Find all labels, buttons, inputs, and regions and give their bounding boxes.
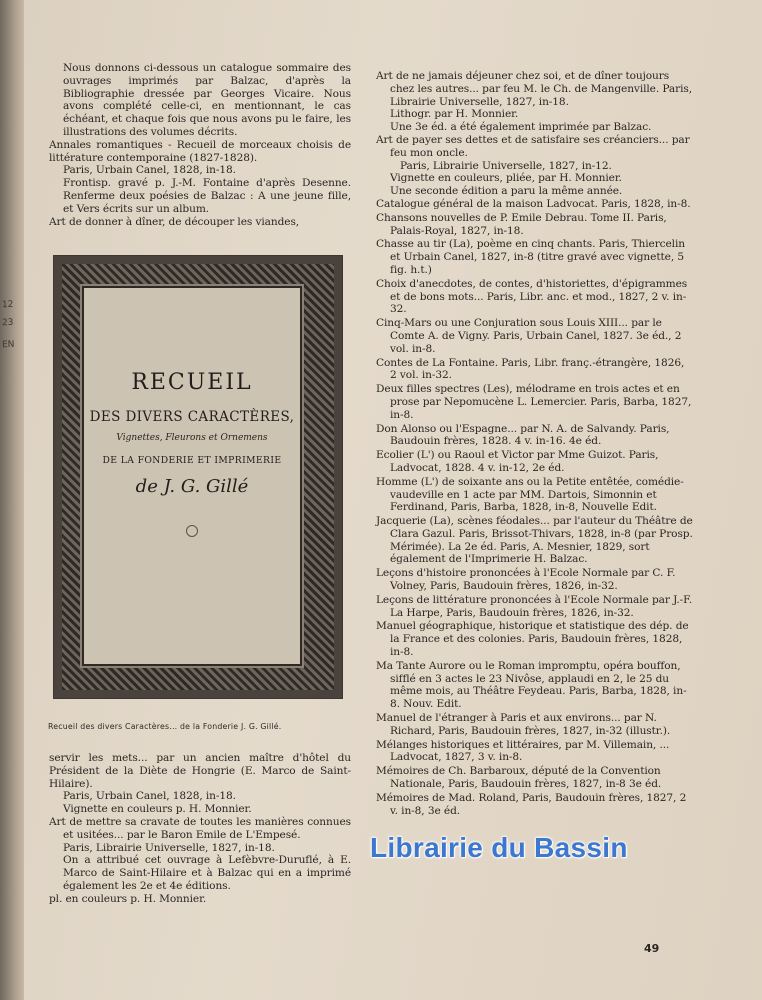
edge-fragment: 23 (1, 317, 14, 329)
entry-annales-note: Frontisp. gravé p. J.-M. Fontaine d'après Desenne. Renferme deux poésies de Balzac : A une jeune fille, et Vers écrits sur un album. (63, 177, 351, 215)
left-column-top (49, 62, 351, 228)
entry-deux-filles: Deux filles spectres (Les), mélodrame en trois actes et en prose par Nepomucène L. Lemercier. Paris, Barba, 1827, in-8. (376, 383, 692, 421)
entry-cinq-mars: Cinq-Mars ou une Conjuration sous Louis XIII... par le Comte A. de Vigny. Paris, Urbain Canel, 1827. 3e éd., 2 vol. in-8. (376, 317, 682, 355)
entry-jacquerie: Jacquerie (La), scènes féodales... par l'auteur du Théâtre de Clara Gazul. Paris, Brissot-Thivars, 1828, in-8 (par Prosp. Mérimée). La 2e éd. Paris, A. Mesnier, 1829, sort également de l'Imprimerie H. Balzac. (376, 515, 693, 566)
entry-dejeuner-illus: Lithogr. par H. Monnier. (390, 108, 519, 121)
entry-manuel-geo: Manuel géographique, historique et statistique des dép. de la France et des colonies. Paris, Baudouin frères, 1828, in-8. (376, 620, 689, 659)
entry-art-diner-imprint: Paris, Urbain Canel, 1828, in-18. (63, 790, 236, 803)
entry-chasse: Chasse au tir (La), poème en cinq chants. Paris, Thiercelin et Urbain Canel, 1827, in-8 (titre gravé avec vignette, 5 fig. h.t.) (376, 238, 685, 276)
entry-manuel-etranger: Manuel de l'étranger à Paris et aux environs... par N. Richard, Paris, Baudouin frères, 1827, in-32 (illustr.). (376, 712, 671, 737)
illustration-caption: Recueil des divers Caractères... de la Fonderie J. G. Gillé. (48, 722, 282, 731)
entry-barbaroux: Mémoires de Ch. Barbaroux, député de la Convention Nationale, Paris, Baudouin frères, 1827, in-8 3e éd. (376, 765, 662, 791)
title-page-panel (84, 288, 300, 664)
entry-dejeuner: Art de ne jamais déjeuner chez soi, et de dîner toujours chez les autres... par feu M. le Ch. de Mangenville. Paris, Librairie Universelle, 1827, in-18. (376, 70, 693, 108)
entry-homme: Homme (L') de soixante ans ou la Petite entêtée, comédie-vaudeville en 1 acte par MM. Dartois, Simonnin et Ferdinand, Paris, Barba, 1828, in-8, Nouvelle Edit. (376, 475, 684, 514)
entry-melanges: Mélanges historiques et littéraires, par M. Villemain, ... Ladvocat, 1827, 3 v. in-8. (376, 738, 670, 764)
entry-roland: Mémoires de Mad. Roland, Paris, Baudouin frères, 1827, 2 v. in-8, 3e éd. (376, 791, 687, 817)
entry-ecolier: Ecolier (L') ou Raoul et Victor par Mme Guizot. Paris, Ladvocat, 1828. 4 v. in-12, 2e éd. (376, 449, 659, 474)
entry-art-diner-start: Art de donner à dîner, de découper les viandes, (49, 215, 300, 228)
title-page-illustration (54, 256, 342, 698)
page-number: 49 (644, 942, 660, 955)
illustration-foundry-line: DE LA FONDERIE ET IMPRIMERIE (102, 455, 282, 466)
entry-cravate-illus: pl. en couleurs p. H. Monnier. (49, 892, 207, 905)
entry-tante-aurore: Ma Tante Aurore ou le Roman impromptu, opéra bouffon, sifflé en 3 actes le 23 Nivôse, applaudi en 2, le 25 du même mois, au Théâtre Feydeau. Paris, Barba, 1828, in-8. Nouv. Edit. (376, 659, 687, 711)
entry-contes: Contes de La Fontaine. Paris, Libr. franç.-étrangère, 1826, 2 vol. in-32. (376, 356, 685, 382)
entry-annales: Annales romantiques - Recueil de morceaux choisis de littérature contemporaine (1827-1828). (49, 138, 351, 164)
adjacent-page-edge (0, 0, 24, 1000)
illustration-signature: de J. G. Gillé (135, 476, 249, 497)
entry-art-diner-cont: servir les mets... par un ancien maître d'hôtel du Président de la Diète de Hongrie (E. Marco de Saint-Hilaire). (49, 752, 351, 790)
edge-fragment: EN (1, 339, 15, 351)
entry-don-alonso: Don Alonso ou l'Espagne... par N. A. de Salvandy. Paris, Baudouin frères, 1828. 4 v. in-16. 4e éd. (376, 422, 670, 448)
illustration-script-line: Vignettes, Fleurons et Ornemens (116, 433, 268, 443)
entry-cravate-imprint: Paris, Librairie Universelle, 1827, in-18. (63, 841, 275, 854)
watermark-logo: Librairie du Bassin (370, 832, 628, 863)
illustration-title: RECUEIL (131, 370, 253, 395)
entry-choix: Choix d'anecdotes, de contes, d'historiettes, d'épigrammes et de bons mots... Paris, Libr. anc. et mod., 1827, 2 v. in-32. (376, 277, 688, 316)
edge-fragment: 12 (1, 299, 14, 311)
ornament-mark (186, 525, 198, 537)
entry-art-diner-illus: Vignette en couleurs p. H. Monnier. (63, 803, 252, 816)
entry-payer-note: Une seconde édition a paru la même année. (390, 185, 623, 198)
intro-paragraph: Nous donnons ci-dessous un catalogue sommaire des ouvrages imprimés par Balzac, d'après la Bibliographie dressée par Georges Vicaire. Nous avons complété celle-ci, en mentionnant, le cas échéant, et chaque fois que nous avons pu le faire, les illustrations des volumes décrits. (63, 62, 351, 138)
entry-payer-illus: Vignette en couleurs, pliée, par H. Monnier. (390, 172, 622, 185)
illustration-subtitle: DES DIVERS CARACTÈRES, (89, 409, 295, 425)
entry-annales-imprint: Paris, Urbain Canel, 1828, in-18. (63, 164, 236, 177)
entry-payer-dettes: Art de payer ses dettes et de satisfaire ses créanciers... par feu mon oncle. (376, 133, 690, 159)
entry-lecons-histoire: Leçons d'histoire prononcées à l'Ecole Normale par C. F. Volney, Paris, Baudouin frères, 1826, in-32. (376, 567, 676, 593)
entry-payer-imprint: Paris, Librairie Universelle, 1827, in-12. (400, 159, 612, 172)
entry-chansons: Chansons nouvelles de P. Emile Debrau. Tome II. Paris, Palais-Royal, 1827, in-18. (376, 211, 667, 237)
entry-cravate: Art de mettre sa cravate de toutes les manières connues et usitées... par le Baron Emile de L'Empesé. (49, 815, 351, 841)
entry-dejeuner-note: Une 3e éd. a été également imprimée par Balzac. (390, 121, 652, 134)
left-column-bottom (49, 752, 351, 906)
right-column (376, 70, 694, 817)
entry-catalogue: Catalogue général de la maison Ladvocat. Paris, 1828, in-8. (376, 197, 691, 210)
entry-lecons-litterature: Leçons de littérature prononcées à l'Ecole Normale par J.-F. La Harpe, Paris, Baudouin frères, 1826, in-32. (376, 593, 693, 619)
entry-cravate-note: On a attribué cet ouvrage à Lefèbvre-Duruflé, à E. Marco de Saint-Hilaire et à Balzac qui en a imprimé également les 2e et 4e éditions. (63, 854, 351, 892)
